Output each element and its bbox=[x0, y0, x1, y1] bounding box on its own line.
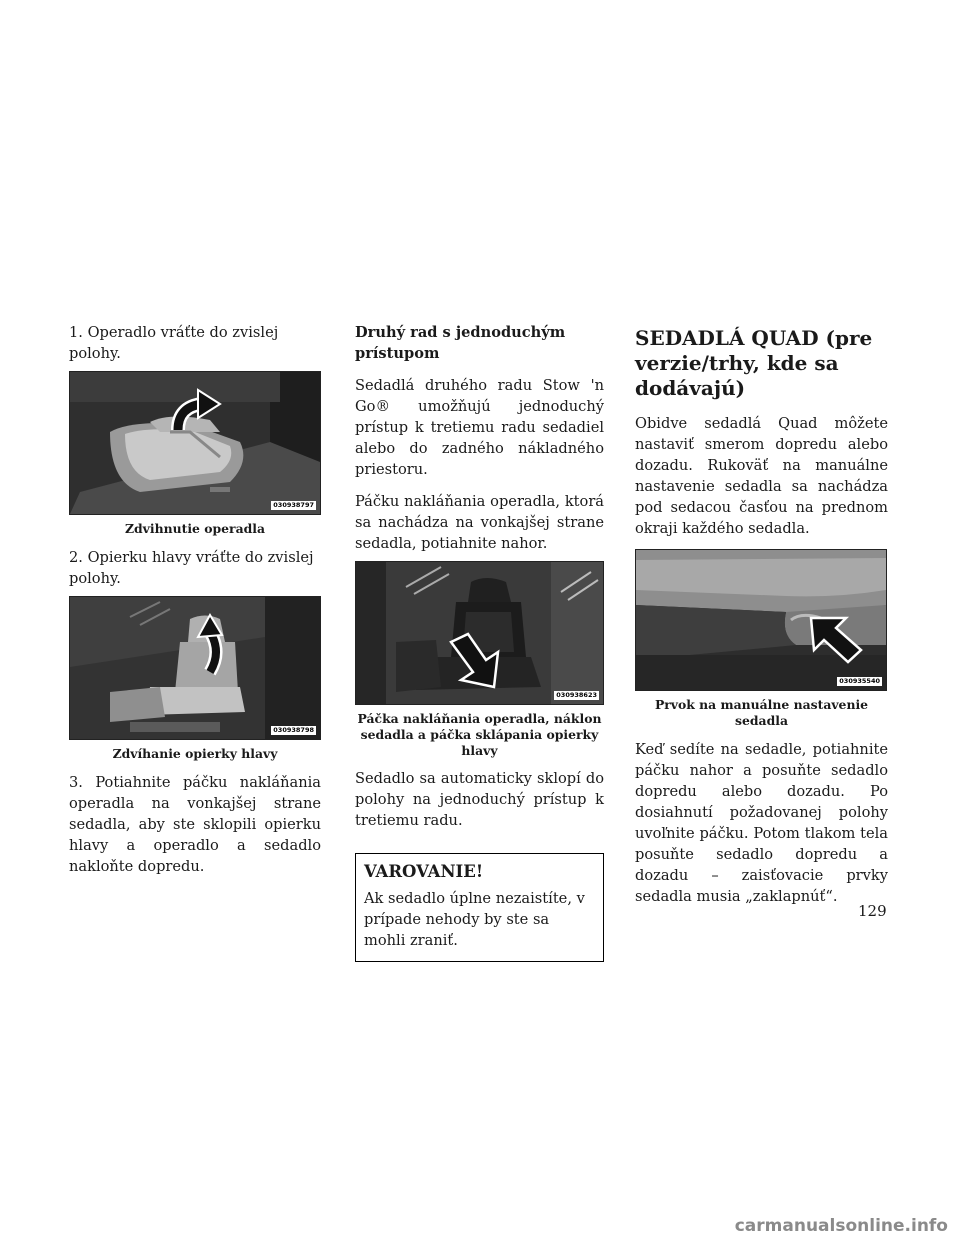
section-title-line-1: SEDADLÁ QUAD (pre bbox=[635, 326, 873, 350]
page-number: 129 bbox=[858, 902, 887, 920]
column-right bbox=[635, 326, 888, 907]
figure-caption-line-1: Páčka nakláňania operadla, náklon bbox=[357, 711, 602, 726]
seatback-raise-illustration bbox=[70, 372, 320, 514]
recline-lever-illustration bbox=[356, 562, 603, 704]
figure-caption: Prvok na manuálne nastavenie sedadla bbox=[654, 697, 869, 728]
figure-code: 030935540 bbox=[839, 677, 880, 685]
figure-headrest-raise bbox=[69, 596, 321, 740]
paragraph: Sedadlo sa automaticky sklopí do polohy na jednoduchý prístup k tretiemu radu. bbox=[355, 770, 604, 829]
step-3-text: 3. Potiahnite páčku nakláňania operadla na vonkajšej strane sedadla, aby ste sklopili opierku hlavy a operadlo a sedadlo nakloňte dopredu. bbox=[69, 774, 321, 875]
figure-seatback-raise bbox=[69, 371, 321, 515]
watermark: carmanualsonline.info bbox=[734, 1216, 948, 1236]
subsection-heading: Druhý rad s jednoduchým prístupom bbox=[355, 324, 566, 362]
paragraph: Keď sedíte na sedadle, potiahnite páčku nahor a posuňte sedadlo dopredu alebo dozadu. Po dosiahnutí požadovanej polohy uvoľnite páčku. Potom tlakom tela posuňte sedadlo dopredu a dozadu – zaisťovacie prvky sedadla musia „zaklapnúť“. bbox=[635, 741, 888, 905]
paragraph: Obidve sedadlá Quad môžete nastaviť smerom dopredu alebo dozadu. Rukoväť na manuálne nastavenie sedadla sa nachádza pod sedacou časťou na prednom okraji každého sedadla. bbox=[635, 415, 888, 537]
warning-title: VAROVANIE! bbox=[364, 862, 484, 881]
manual-adjuster-illustration bbox=[636, 550, 886, 690]
figure-manual-adjuster bbox=[635, 549, 887, 691]
step-1-text: 1. Operadlo vráťte do zvislej polohy. bbox=[69, 324, 279, 362]
warning-box bbox=[355, 853, 604, 962]
figure-code: 030938797 bbox=[273, 501, 314, 509]
figure-caption-line-2: sedadla a páčka sklápania opierky hlavy bbox=[360, 727, 599, 758]
headrest-raise-illustration bbox=[70, 597, 320, 739]
warning-text: Ak sedadlo úplne nezaistíte, v prípade nehody by ste sa mohli zraniť. bbox=[364, 890, 585, 949]
section-title-line-2: verzie/trhy, kde sa dodávajú) bbox=[635, 351, 839, 400]
figure-caption: Zdvíhanie opierky hlavy bbox=[112, 746, 278, 761]
paragraph: Sedadlá druhého radu Stow 'n Go® umožňujú jednoduchý prístup k tretiemu radu sedadiel alebo do zadného nákladného priestoru. bbox=[355, 377, 604, 478]
figure-caption: Zdvihnutie operadla bbox=[124, 521, 266, 536]
figure-code: 030938623 bbox=[556, 691, 597, 699]
figure-code: 030938798 bbox=[273, 726, 314, 734]
figure-recline-lever bbox=[355, 561, 604, 705]
column-left bbox=[69, 322, 321, 877]
paragraph: Páčku nakláňania operadla, ktorá sa nachádza na vonkajšej strane sedadla, potiahnite nahor. bbox=[355, 493, 604, 552]
column-middle bbox=[355, 322, 604, 962]
step-2-text: 2. Opierku hlavy vráťte do zvislej polohy. bbox=[69, 549, 314, 587]
